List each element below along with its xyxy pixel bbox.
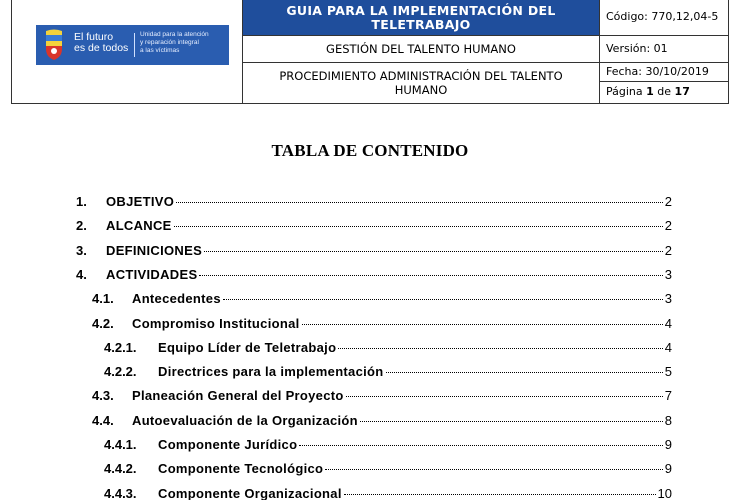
toc-dot-leader [302, 324, 663, 325]
page-current: 1 [646, 85, 654, 98]
toc-entry-label: Directrices para la implementación [158, 364, 384, 380]
document-title [243, 0, 600, 36]
document-version: Versión: 01 [600, 36, 729, 63]
toc-entry-page: 2 [664, 218, 672, 234]
logo-divider [134, 33, 135, 57]
toc-entry-label: Compromiso Institucional [132, 315, 300, 331]
procedure-line-1: PROCEDIMIENTO ADMINISTRACIÓN DEL TALENTO [279, 69, 563, 83]
toc-entry-page: 5 [664, 364, 672, 380]
toc-entry[interactable] [76, 194, 672, 212]
toc-entry-page: 7 [664, 388, 672, 404]
toc-entry[interactable] [104, 437, 672, 455]
title-line-1: GUIA PARA LA IMPLEMENTACIÓN DEL [286, 3, 556, 18]
toc-entry-label: ALCANCE [106, 218, 172, 234]
toc-entry-page: 9 [664, 461, 672, 477]
toc-title: TABLA DE CONTENIDO [271, 141, 469, 160]
toc-entry-label: Componente Tecnológico [158, 461, 324, 477]
brand-line-2: es de todos [74, 42, 129, 54]
toc-entry-number: 4.4.2. [104, 461, 137, 477]
toc-dot-leader [344, 494, 656, 495]
toc-entry[interactable] [76, 218, 672, 236]
org-line-1: Unidad para la atención [140, 31, 209, 38]
document-header [11, 0, 729, 104]
brand-slogan [74, 32, 128, 54]
toc-dot-leader [223, 299, 663, 300]
toc-dot-leader [174, 226, 663, 227]
organization-logo [36, 25, 229, 65]
toc-entry-label: Componente Jurídico [158, 437, 298, 452]
toc-entry-number: 4.4.1. [104, 437, 137, 452]
area-name: GESTIÓN DEL TALENTO HUMANO [243, 36, 600, 63]
toc-entry-page: 4 [664, 315, 672, 331]
toc-entry-label: OBJETIVO [106, 194, 175, 209]
toc-entry[interactable] [104, 364, 672, 382]
document-code: Código: 770,12,04-5 [600, 0, 729, 36]
toc-entry-number: 4.2.2. [104, 364, 137, 380]
toc-dot-leader [176, 202, 663, 203]
toc-entry-label: Equipo Líder de Teletrabajo [158, 339, 337, 355]
toc-entry-page: 9 [664, 437, 672, 452]
toc-entry-label: Componente Organizacional [158, 485, 342, 500]
toc-entry-label: Planeación General del Proyecto [132, 388, 344, 404]
toc-dot-leader [346, 396, 663, 397]
toc-dot-leader [325, 469, 663, 470]
toc-entry[interactable] [92, 316, 672, 334]
coat-of-arms-icon [42, 29, 66, 61]
toc-dot-leader [199, 275, 662, 276]
toc-entry-page: 3 [664, 291, 672, 307]
toc-entry-label: Autoevaluación de la Organización [132, 412, 358, 428]
toc-entry-number: 1. [76, 194, 87, 209]
page-total: 17 [674, 85, 690, 98]
toc-entry-number: 4. [76, 266, 87, 282]
toc-entry-label: Antecedentes [132, 291, 221, 307]
toc-entry-label: DEFINICIONES [106, 242, 203, 258]
toc-entry-page: 10 [657, 485, 672, 500]
toc-entry-number: 4.2.1. [104, 339, 137, 355]
page-indicator [600, 82, 729, 103]
toc-dot-leader [360, 421, 663, 422]
toc-dot-leader [204, 251, 663, 252]
toc-entry-page: 3 [664, 266, 672, 282]
procedure-name [243, 63, 600, 103]
toc-entry-page: 2 [664, 242, 672, 258]
toc-entry[interactable] [104, 340, 672, 358]
toc-entry-page: 2 [664, 194, 672, 209]
toc-dot-leader [338, 348, 662, 349]
toc-dot-leader [386, 372, 663, 373]
org-line-3: a las víctimas [140, 47, 180, 54]
toc-entry-number: 4.1. [92, 291, 114, 307]
toc-entry-page: 8 [664, 412, 672, 428]
toc-entry-page: 4 [664, 339, 672, 355]
toc-entry[interactable] [92, 388, 672, 406]
toc-entry-number: 2. [76, 218, 87, 234]
toc-entry-number: 4.4. [92, 412, 114, 428]
toc-entry-number: 4.4.3. [104, 485, 137, 500]
logo-cell [12, 0, 243, 103]
toc-entry[interactable] [92, 413, 672, 431]
toc-entry[interactable] [76, 243, 672, 261]
toc-entry[interactable] [92, 291, 672, 309]
toc-entry-number: 4.2. [92, 315, 114, 331]
toc-entry[interactable] [76, 267, 672, 285]
procedure-line-2: HUMANO [394, 83, 448, 97]
org-line-2: y reparación integral [140, 39, 199, 46]
page-of: de [657, 85, 672, 98]
org-name [140, 31, 209, 55]
page-prefix: Página [606, 85, 643, 98]
toc-entry-label: ACTIVIDADES [106, 266, 198, 282]
toc-entry-number: 4.3. [92, 388, 114, 404]
toc-entry-number: 3. [76, 242, 87, 258]
toc-entry[interactable] [104, 486, 672, 500]
toc-dot-leader [299, 445, 662, 446]
toc-entry[interactable] [104, 461, 672, 479]
document-date: Fecha: 30/10/2019 [600, 63, 729, 82]
brand-line-1: El futuro [74, 31, 114, 43]
title-line-2: TELETRABAJO [371, 17, 471, 32]
